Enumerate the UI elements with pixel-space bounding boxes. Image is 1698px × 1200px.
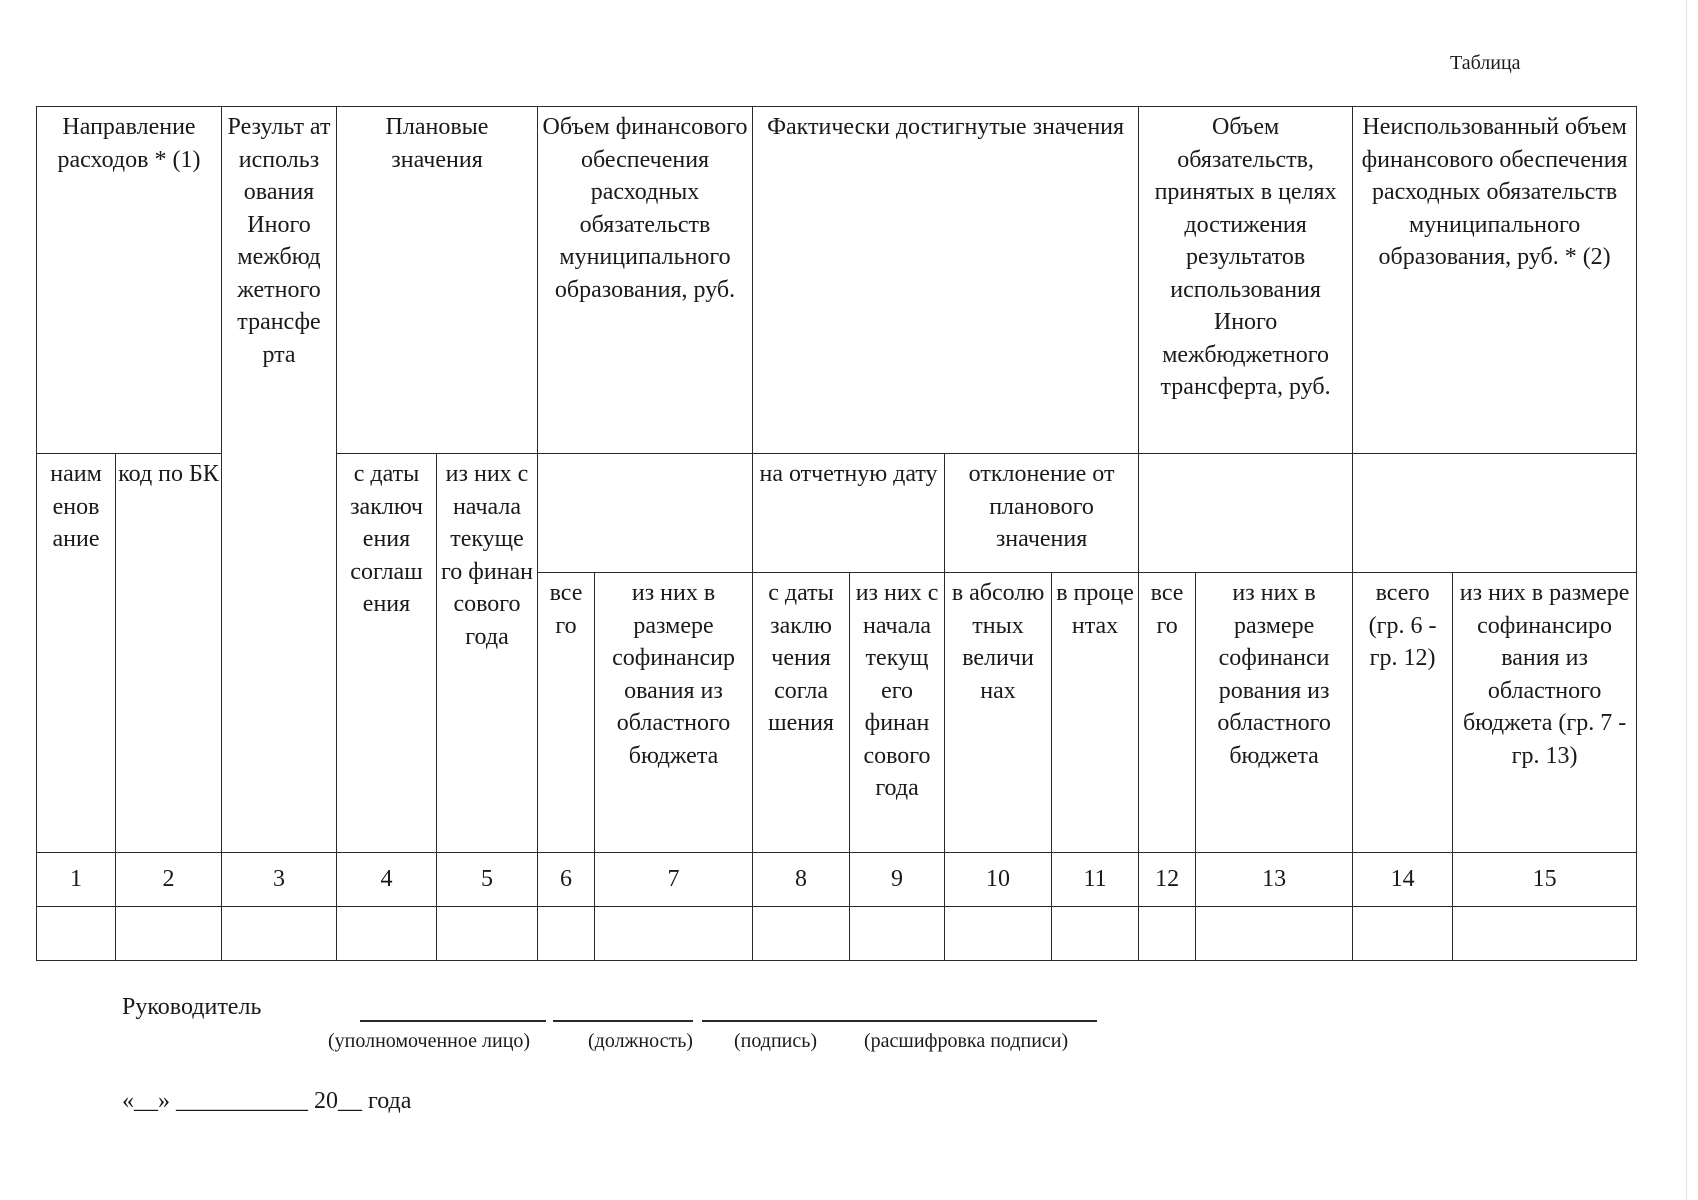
header-planned-values: Плановые значения [337, 107, 538, 454]
column-number: 9 [850, 853, 945, 907]
header-reporting-date: на отчетную дату [753, 454, 945, 573]
header-obligations-volume: Объем обязательств, принятых в целях достижения результатов использования Иного межбюджетного трансферта, руб. [1139, 107, 1353, 454]
date-line: «__» ___________ 20__ года [122, 1088, 412, 1114]
caption-authorized: (уполномоченное лицо) [328, 1030, 531, 1052]
signature-line-signature [702, 1020, 1097, 1022]
column-number: 5 [437, 853, 538, 907]
header-col-3-result: Результ ат использ ования Иного межбюд жетного трансфе рта [222, 107, 337, 853]
signature-lines [360, 1020, 1100, 1022]
header-col-9-since-fiscal-year: из них с начала текущ его финан сового года [850, 573, 945, 853]
table-cell-empty [850, 907, 945, 961]
column-number: 4 [337, 853, 437, 907]
table-cell-empty [753, 907, 850, 961]
header-obligations-sub-empty [1139, 454, 1353, 573]
header-col-14-total-diff: всего (гр. 6 - гр. 12) [1353, 573, 1453, 853]
header-col-10-absolute: в абсолю тных величи нах [945, 573, 1052, 853]
table-cell-empty [1453, 907, 1637, 961]
table-cell-empty [437, 907, 538, 961]
caption-transcript: (расшифровка подписи) [864, 1030, 1069, 1052]
column-number: 7 [595, 853, 753, 907]
signature-label: Руководитель [122, 994, 262, 1020]
scan-edge-line [1686, 0, 1687, 1200]
table-cell-empty [337, 907, 437, 961]
table-cell-empty [1353, 907, 1453, 961]
header-unused-sub-empty [1353, 454, 1637, 573]
table-cell-empty [222, 907, 337, 961]
header-col-13-cofinancing: из них в размере софинанси рования из областного бюджета [1196, 573, 1353, 853]
header-col-4-since-agreement: с даты заключ ения соглаш ения [337, 454, 437, 853]
column-number: 6 [538, 853, 595, 907]
signature-line-position [553, 1020, 693, 1022]
table-cell-empty [945, 907, 1052, 961]
column-number: 14 [1353, 853, 1453, 907]
column-number: 15 [1453, 853, 1637, 907]
table-cell-empty [595, 907, 753, 961]
report-table-container [36, 106, 1630, 966]
header-unused-volume: Неиспользованный объем финансового обеспечения расходных обязательств муниципального образования, руб. * (2) [1353, 107, 1637, 454]
header-col-11-percent: в проце нтах [1052, 573, 1139, 853]
header-col-2-bk-code: код по БК [116, 454, 222, 853]
header-financial-volume: Объем финансового обеспечения расходных обязательств муниципального образования, руб. [538, 107, 753, 454]
table-cell-empty [37, 907, 116, 961]
header-deviation: отклонение от планового значения [945, 454, 1139, 573]
table-cell-empty [1139, 907, 1196, 961]
header-col-5-since-fiscal-year: из них с начала текуще го финан сового года [437, 454, 538, 853]
report-table [36, 106, 1637, 961]
header-col-1-name: наим енов ание [37, 454, 116, 853]
header-col-15-cofinancing-diff: из них в размере софинансиро вания из областного бюджета (гр. 7 - гр. 13) [1453, 573, 1637, 853]
header-col-6-total: все го [538, 573, 595, 853]
caption-position: (должность) [588, 1030, 693, 1052]
header-expense-direction: Направление расходов * (1) [37, 107, 222, 454]
page-label: Таблица [1450, 52, 1521, 74]
column-number: 2 [116, 853, 222, 907]
header-col-7-cofinancing: из них в размере софинансир ования из областного бюджета [595, 573, 753, 853]
table-cell-empty [1052, 907, 1139, 961]
header-actual-values: Фактически достигнутые значения [753, 107, 1139, 454]
table-cell-empty [116, 907, 222, 961]
column-number: 1 [37, 853, 116, 907]
column-number: 8 [753, 853, 850, 907]
column-number: 12 [1139, 853, 1196, 907]
column-number: 11 [1052, 853, 1139, 907]
table-cell-empty [1196, 907, 1353, 961]
signature-line-authorized [360, 1020, 546, 1022]
column-number: 10 [945, 853, 1052, 907]
column-number: 3 [222, 853, 337, 907]
table-cell-empty [538, 907, 595, 961]
header-col-8-since-agreement: с даты заклю чения согла шения [753, 573, 850, 853]
column-number: 13 [1196, 853, 1353, 907]
header-col-12-total: все го [1139, 573, 1196, 853]
caption-signature: (подпись) [734, 1030, 818, 1052]
header-volume-sub-empty [538, 454, 753, 573]
